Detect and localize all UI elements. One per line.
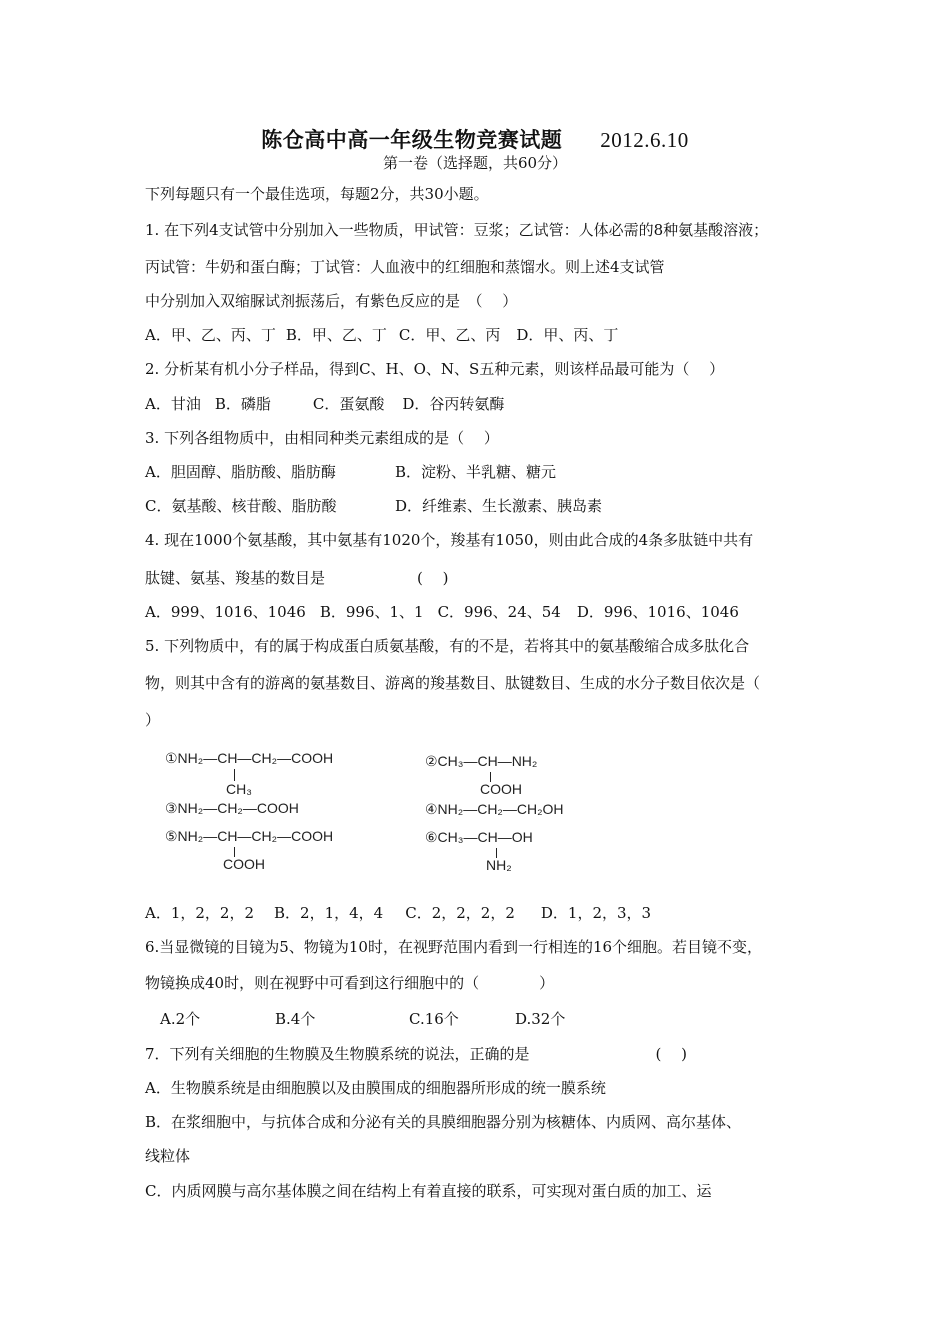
- formula-6-sub: NH₂: [486, 857, 512, 873]
- q4-line-2-text: 肽键、氨基、羧基的数目是: [145, 569, 326, 587]
- formula-6-main: ⑥CH₃—CH—OH: [425, 829, 533, 845]
- q6-line-1: 6.当显微镜的目镜为5、物镜为10时，在视野范围内看到一行相连的16个细胞。若目镜不变，: [145, 938, 763, 956]
- q6-option-a[interactable]: A.2个: [160, 1010, 201, 1028]
- q7-answer-paren: ( ): [655, 1045, 688, 1063]
- q3-option-d[interactable]: D．纤维素、生长激素、胰岛素: [395, 497, 603, 515]
- q3-options-row-2: [145, 496, 602, 516]
- q1-options: [145, 325, 618, 345]
- q5-line-3: ）: [145, 711, 161, 729]
- formula-1-bond: [234, 769, 235, 781]
- q7-line-1-text: 7．下列有关细胞的生物膜及生物膜系统的说法，正确的是: [145, 1045, 530, 1063]
- section-subtitle: 第一卷（选择题，共60分）: [382, 154, 568, 172]
- q1-line-3: 中分别加入双缩脲试剂振荡后，有紫色反应的是 （ ）: [145, 292, 518, 310]
- q3-options-row-1: [145, 462, 556, 482]
- title-text: 陈仓高中高一年级生物竞赛试题: [261, 127, 563, 152]
- q1-option-d[interactable]: D．甲、丙、丁: [516, 326, 619, 344]
- formula-2-sub: COOH: [480, 781, 522, 797]
- q7-option-c-line-1[interactable]: C．内质网膜与高尔基体膜之间在结构上有着直接的联系，可实现对蛋白质的加工、运: [145, 1182, 712, 1200]
- q4-line-2: [145, 568, 449, 588]
- q3-option-a[interactable]: A．胆固醇、脂肪酸、脂肪酶: [145, 463, 336, 481]
- amino-acid-structures-figure: [160, 745, 630, 885]
- formula-1-main: ①NH₂—CH—CH₂—COOH: [165, 750, 334, 766]
- q2-option-c[interactable]: C．蛋氨酸: [312, 395, 385, 413]
- formula-5-sub: COOH: [223, 856, 265, 872]
- q6-option-d[interactable]: D.32个: [515, 1010, 566, 1028]
- formula-3: ③NH₂—CH₂—COOH: [165, 800, 299, 816]
- q7-line-1: [145, 1044, 687, 1064]
- formula-5-main: ⑤NH₂—CH—CH₂—COOH: [165, 828, 334, 844]
- q5-line-1: 5. 下列物质中，有的属于构成蛋白质氨基酸，有的不是，若将其中的氨基酸缩合成多肽化合: [145, 637, 750, 655]
- q5-option-c[interactable]: C．2，2，2，2: [405, 904, 515, 922]
- instructions: 下列每题只有一个最佳选项，每题2分，共30小题。: [145, 185, 489, 203]
- formula-2-main: ②CH₃—CH—NH₂: [425, 753, 538, 769]
- title-date: 2012.6.10: [600, 128, 689, 152]
- q5-option-a[interactable]: A．1，2，2，2: [145, 904, 255, 922]
- q4-option-b[interactable]: B．996、1、1: [319, 603, 424, 621]
- q5-option-d[interactable]: D．1，2，3，3: [540, 904, 652, 922]
- q6-line-2: 物镜换成40时，则在视野中可看到这行细胞中的（ ）: [145, 974, 555, 992]
- q5-line-2: 物，则其中含有的游离的氨基数目、游离的羧基数目、肽键数目、生成的水分子数目依次是（: [145, 674, 761, 692]
- formula-4: ④NH₂—CH₂—CH₂OH: [425, 801, 564, 817]
- q7-option-b-line-1[interactable]: B．在浆细胞中，与抗体合成和分泌有关的具膜细胞器分别为核糖体、内质网、高尔基体、: [145, 1113, 742, 1131]
- q6-options: [160, 1009, 565, 1029]
- q4-option-c[interactable]: C．996、24、54: [437, 603, 561, 621]
- formula-1-sub: CH₃: [226, 781, 252, 797]
- q4-option-d[interactable]: D．996、1016、1046: [576, 603, 739, 621]
- q2-option-b[interactable]: B．磷脂: [214, 395, 271, 413]
- q1-option-a[interactable]: A．甲、乙、丙、丁: [145, 326, 276, 344]
- q6-option-c[interactable]: C.16个: [409, 1010, 459, 1028]
- q4-options: [145, 602, 739, 622]
- q7-option-a[interactable]: A．生物膜系统是由细胞膜以及由膜围成的细胞器所形成的统一膜系统: [145, 1079, 606, 1097]
- q2-option-d[interactable]: D．谷丙转氨酶: [402, 395, 505, 413]
- q1-option-b[interactable]: B．甲、乙、丁: [285, 326, 387, 344]
- q4-line-1: 4. 现在1000个氨基酸，其中氨基有1020个，羧基有1050，则由此合成的4条多肽链中共有: [145, 531, 754, 549]
- q5-option-b[interactable]: B．2，1，4，4: [274, 904, 384, 922]
- q5-options: [145, 903, 651, 923]
- q2-options: [145, 394, 504, 414]
- q1-option-c[interactable]: C．甲、乙、丙: [398, 326, 501, 344]
- q1-line-1: 1. 在下列4支试管中分别加入一些物质，甲试管：豆浆；乙试管：人体必需的8种氨基酸溶液；: [145, 221, 769, 239]
- q3-option-b[interactable]: B．淀粉、半乳糖、糖元: [395, 463, 557, 481]
- page-title: [0, 124, 950, 154]
- q2-line-1: 2. 分析某有机小分子样品，得到C、H、O、N、S五种元素，则该样品最可能为（ ）: [145, 360, 725, 378]
- q3-line-1: 3. 下列各组物质中，由相同种类元素组成的是（ ）: [145, 429, 499, 447]
- q4-answer-paren: ( ): [417, 569, 449, 587]
- q4-option-a[interactable]: A．999、1016、1046: [145, 603, 306, 621]
- q3-option-c[interactable]: C．氨基酸、核苷酸、脂肪酸: [145, 497, 337, 515]
- q6-option-b[interactable]: B.4个: [275, 1010, 316, 1028]
- q2-option-a[interactable]: A．甘油: [145, 395, 201, 413]
- q7-option-b-line-2[interactable]: 线粒体: [145, 1147, 191, 1165]
- q1-line-2: 丙试管：牛奶和蛋白酶；丁试管：人血液中的红细胞和蒸馏水。则上述4支试管: [145, 258, 665, 276]
